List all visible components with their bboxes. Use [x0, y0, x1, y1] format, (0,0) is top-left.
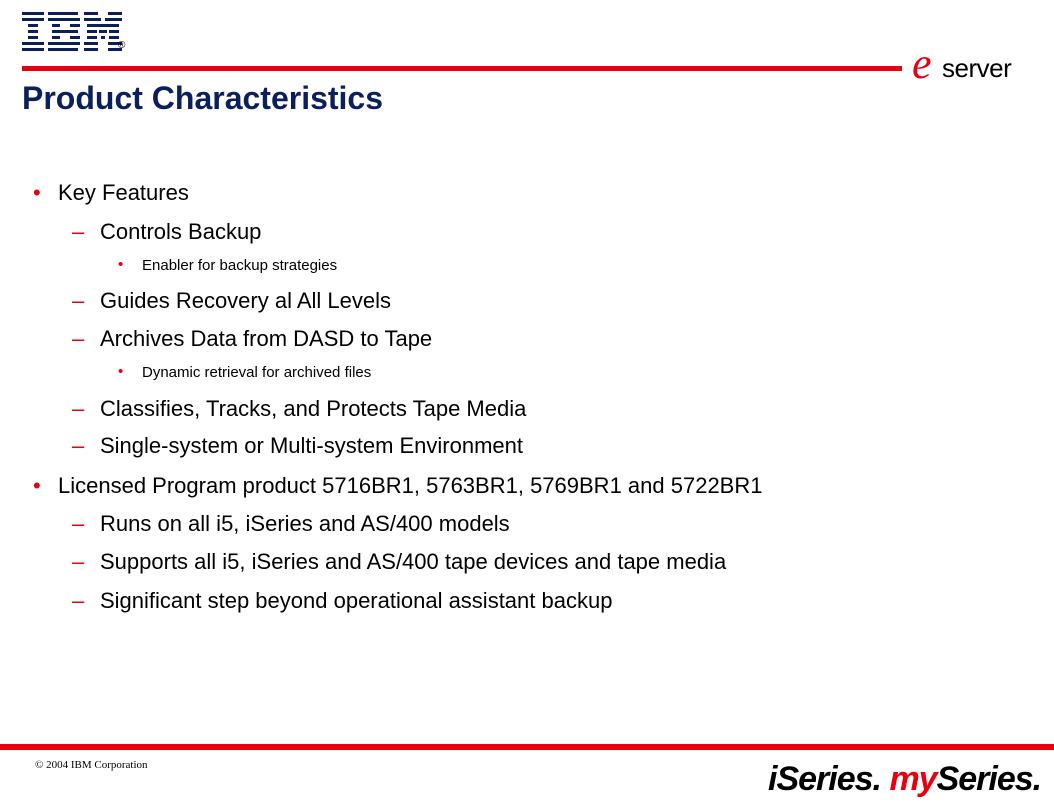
dash-marker: –: [72, 433, 85, 458]
eserver-logo: [912, 39, 1042, 90]
bullet-runs-on: Runs on all i5, iSeries and AS/400 models: [100, 511, 510, 536]
tagline-iseries: iSeries.: [768, 760, 881, 798]
bullet-single-system: Single-system or Multi-system Environment: [100, 433, 524, 458]
tagline-series: Series.: [936, 760, 1042, 798]
bullet-marker: •: [33, 473, 41, 498]
bullet-classifies: Classifies, Tracks, and Protects Tape Media: [100, 396, 527, 421]
eserver-e: e: [912, 39, 932, 88]
bullet-dynamic-retrieval: Dynamic retrieval for archived files: [142, 364, 372, 381]
page-title: Product Characteristics: [22, 80, 384, 116]
dash-marker: –: [72, 326, 85, 351]
bullet-key-features: Key Features: [58, 180, 189, 205]
dash-marker: –: [72, 588, 85, 613]
sub-bullet-marker: •: [118, 256, 124, 273]
bullet-controls-backup: Controls Backup: [100, 219, 262, 244]
dash-marker: –: [72, 288, 85, 313]
bullet-archives-data: Archives Data from DASD to Tape: [100, 326, 433, 351]
dash-marker: –: [72, 511, 85, 536]
dash-marker: –: [72, 396, 85, 421]
tagline-my: my: [889, 760, 937, 798]
eserver-text: server: [942, 53, 1012, 83]
bullet-licensed-program: Licensed Program product 5716BR1, 5763BR1, 5769BR1 and 5722BR1: [58, 473, 763, 498]
bullet-guides-recovery: Guides Recovery al All Levels: [100, 288, 392, 313]
bullet-supports: Supports all i5, iSeries and AS/400 tape devices and tape media: [100, 549, 727, 574]
bullet-marker: •: [33, 180, 41, 205]
ibm-logo: [22, 10, 122, 52]
footer-rule: [0, 744, 1054, 750]
bullet-significant-step: Significant step beyond operational assistant backup: [100, 588, 613, 613]
header-rule: [22, 66, 902, 71]
bullet-enabler: Enabler for backup strategies: [142, 257, 338, 274]
dash-marker: –: [72, 219, 85, 244]
copyright-text: © 2004 IBM Corporation: [35, 759, 148, 771]
tagline: [768, 760, 1041, 799]
registered-mark: ®: [118, 40, 126, 51]
dash-marker: –: [72, 549, 85, 574]
sub-bullet-marker: •: [118, 363, 124, 380]
